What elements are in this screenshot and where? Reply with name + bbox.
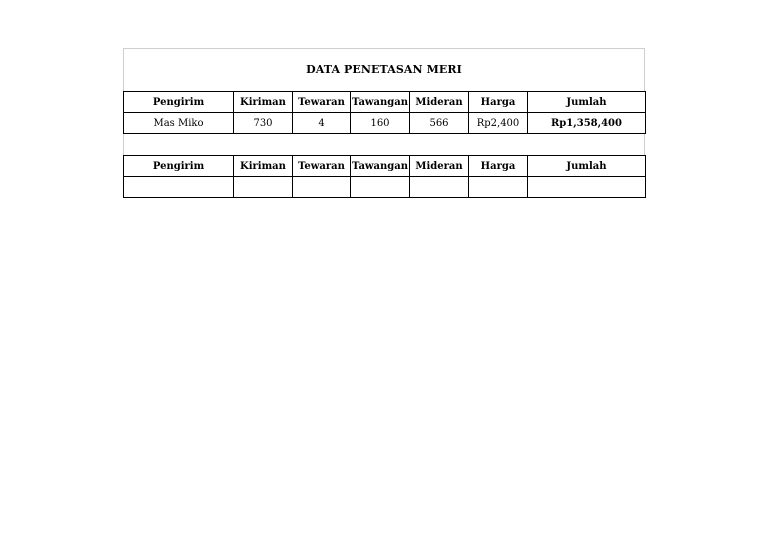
table-row xyxy=(124,113,646,134)
header-tewaran[interactable]: Tewaran xyxy=(293,156,351,177)
header-tewaran[interactable]: Tewaran xyxy=(293,92,351,113)
cell-tewaran[interactable]: 4 xyxy=(293,113,351,134)
cell-mideran-empty[interactable] xyxy=(410,177,469,198)
header-harga[interactable]: Harga xyxy=(469,156,528,177)
cell-tawangan[interactable]: 160 xyxy=(351,113,410,134)
header-tawangan[interactable]: Tawangan xyxy=(351,156,410,177)
header-mideran[interactable]: Mideran xyxy=(410,92,469,113)
data-table-1 xyxy=(123,91,646,134)
cell-mideran[interactable]: 566 xyxy=(410,113,469,134)
cell-tawangan-empty[interactable] xyxy=(351,177,410,198)
header-row xyxy=(124,156,646,177)
cell-jumlah[interactable]: Rp1,358,400 xyxy=(528,113,646,134)
header-jumlah[interactable]: Jumlah xyxy=(528,92,646,113)
cell-jumlah-empty[interactable] xyxy=(528,177,646,198)
header-tawangan[interactable]: Tawangan xyxy=(351,92,410,113)
header-row xyxy=(124,92,646,113)
header-mideran[interactable]: Mideran xyxy=(410,156,469,177)
header-harga[interactable]: Harga xyxy=(469,92,528,113)
cell-harga[interactable]: Rp2,400 xyxy=(469,113,528,134)
cell-pengirim-empty[interactable] xyxy=(124,177,234,198)
header-kiriman[interactable]: Kiriman xyxy=(234,92,293,113)
header-jumlah[interactable]: Jumlah xyxy=(528,156,646,177)
cell-kiriman-empty[interactable] xyxy=(234,177,293,198)
cell-kiriman[interactable]: 730 xyxy=(234,113,293,134)
page-title: DATA PENETASAN MERI xyxy=(306,63,462,76)
header-pengirim[interactable]: Pengirim xyxy=(124,92,234,113)
header-pengirim[interactable]: Pengirim xyxy=(124,156,234,177)
cell-tewaran-empty[interactable] xyxy=(293,177,351,198)
cell-pengirim[interactable]: Mas Miko xyxy=(124,113,234,134)
data-table-2 xyxy=(123,155,646,198)
cell-harga-empty[interactable] xyxy=(469,177,528,198)
header-kiriman[interactable]: Kiriman xyxy=(234,156,293,177)
table-row xyxy=(124,177,646,198)
